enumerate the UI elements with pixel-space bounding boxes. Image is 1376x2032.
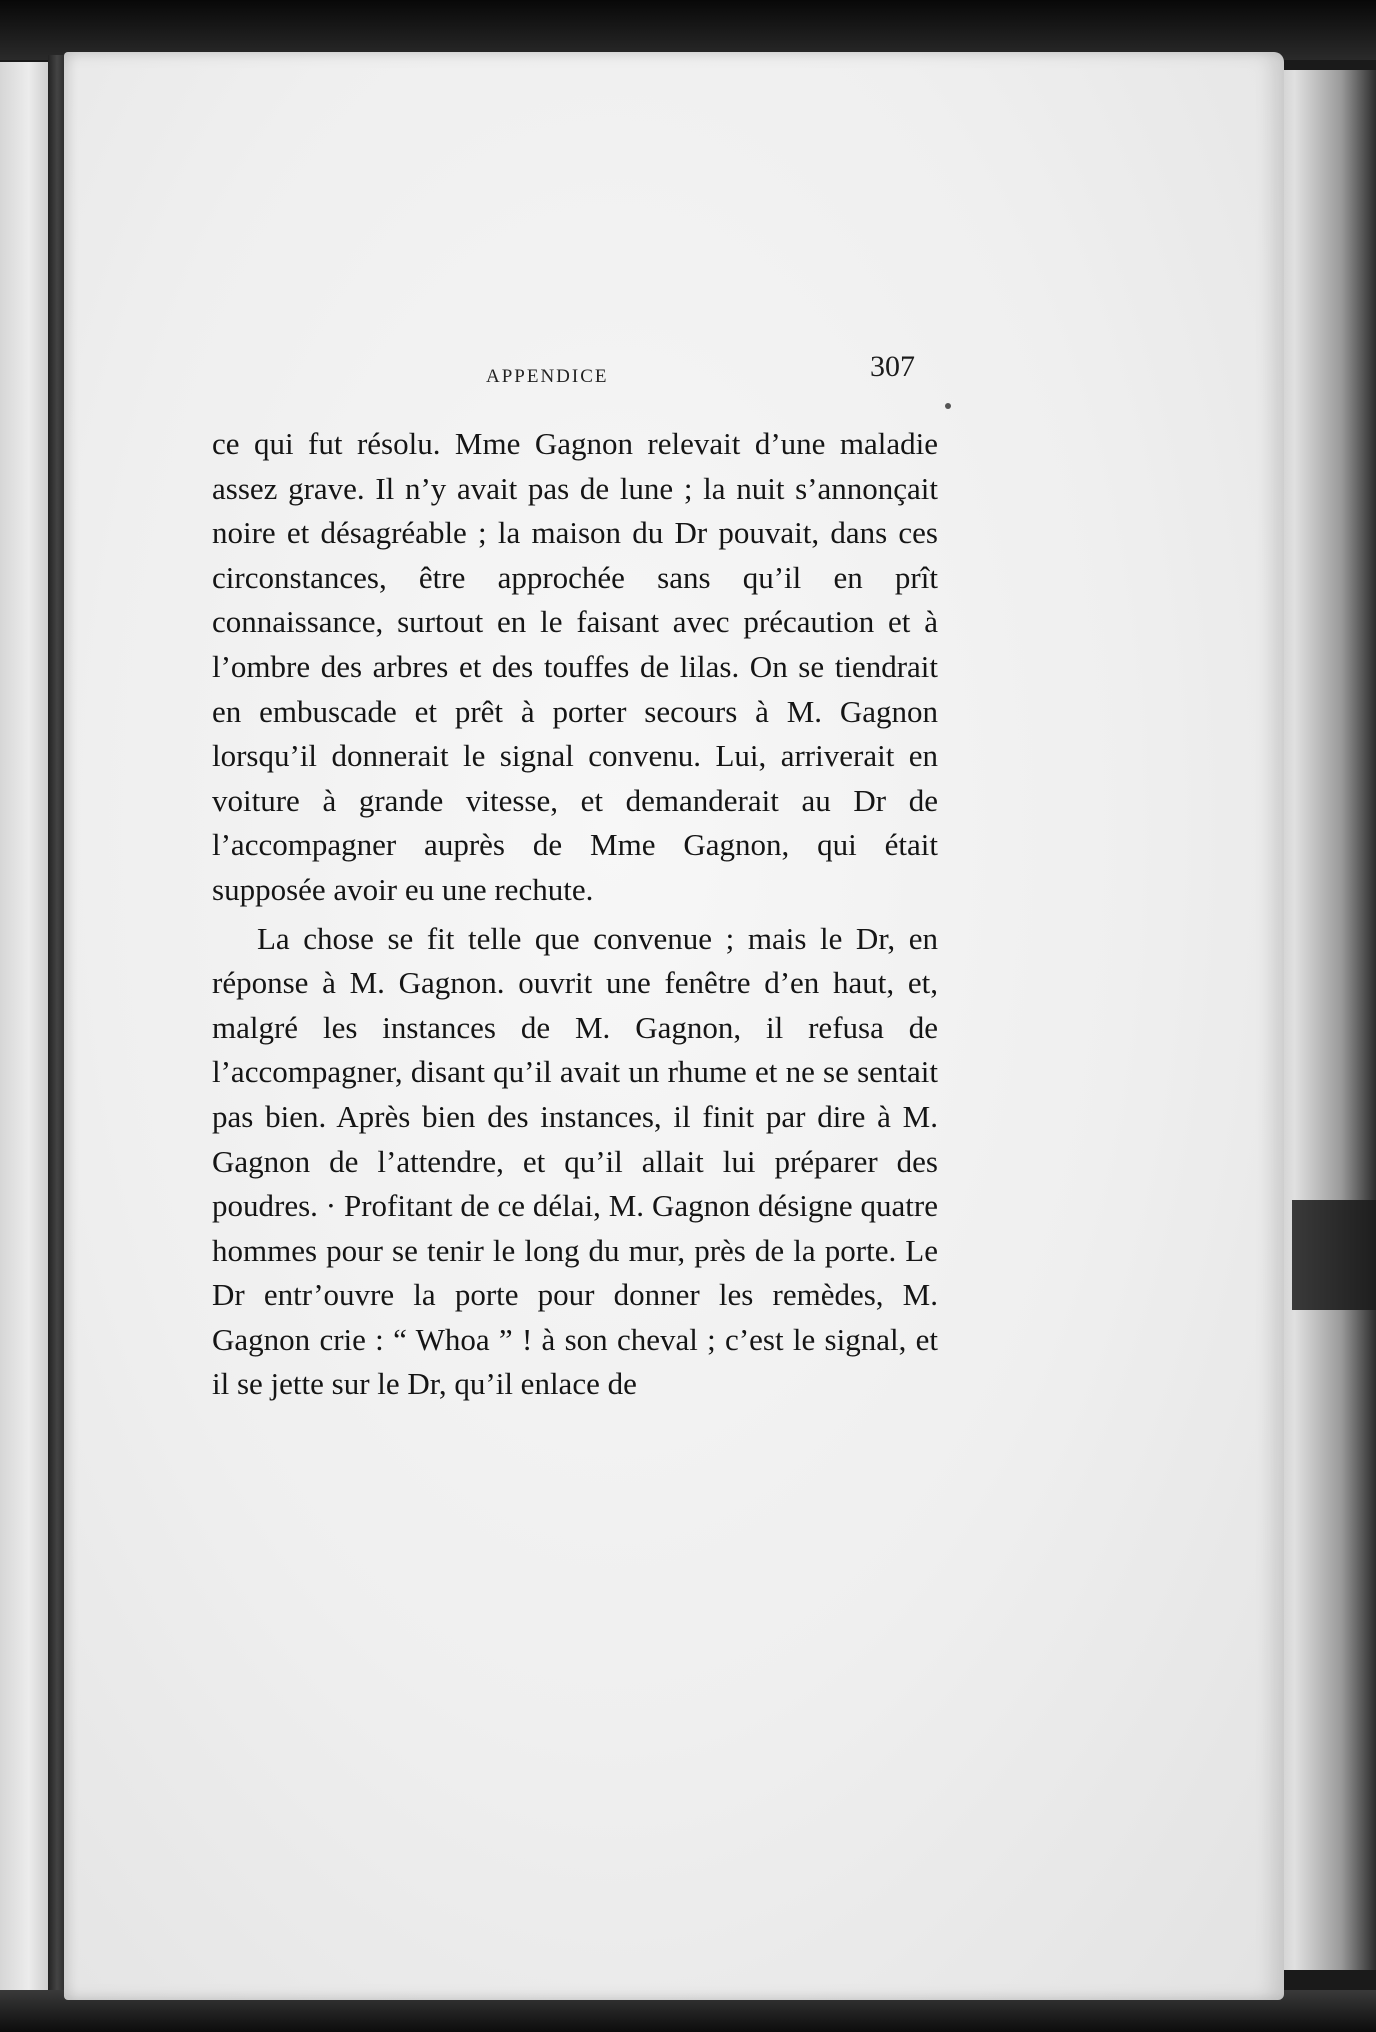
page-number: 307 <box>870 350 915 383</box>
facing-page-edge <box>0 62 48 1997</box>
paragraph-1: ce qui fut résolu. Mme Gagnon relevait d’une maladie assez grave. Il n’y avait pas de lune ; la nuit s’annonçait noire et désagréable ; la maison du Dr pouvait, dans ces circonstances, être approchée sans qu’il en prît connaissance, surtout en le faisant avec précaution et à l’ombre des arbres et des touffes de lilas. On se tiendrait en embuscade et prêt à porter secours à M. Gagnon lorsqu’il donnerait le signal convenu. Lui, arriverait en voiture à grande vitesse, et demanderait au Dr de l’accompagner auprès de Mme Gagnon, qui était supposée avoir eu une rechute. <box>212 426 938 907</box>
scan-top-edge <box>0 0 1376 60</box>
running-head: APPENDICE <box>486 366 609 387</box>
binding-tab <box>1292 1200 1376 1310</box>
ink-speck <box>945 403 951 409</box>
paragraph-2: La chose se fit telle que convenue ; mais le Dr, en réponse à M. Gagnon. ouvrit une fenêtre d’en haut, et, malgré les instances de M. Gagnon, il refusa de l’accompagner, disant qu’il avait un rhume et ne se sentait pas bien. Après bien des instances, il finit par dire à M. Gagnon de l’attendre, et qu’il allait lui préparer des poudres. · Profitant de ce délai, M. Gagnon désigne quatre hommes pour se tenir le long du mur, près de la porte. Le Dr entr’ouvre la porte pour donner les remèdes, M. Gagnon crie : “ Whoa ” ! à son cheval ; c’est le signal, et il se jette sur le Dr, qu’il enlace de <box>212 920 938 1402</box>
body-text <box>212 422 938 1407</box>
